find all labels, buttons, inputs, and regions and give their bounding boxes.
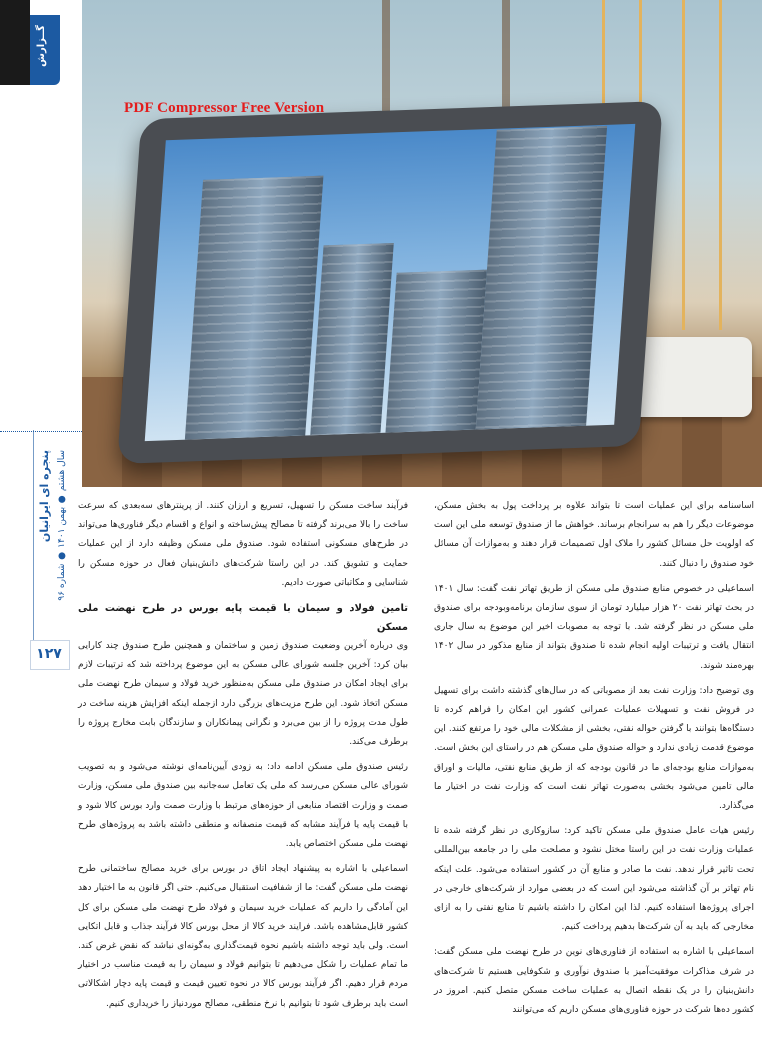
skyscraper (385, 270, 486, 433)
paragraph: اساسنامه برای این عملیات است تا بتواند علاوه بر پرداخت پول به بخش مسکن، موضوعات دیگر را هم به سرانجام برساند. خواهش ما از صندوق توسعه ملی این است که اولویت حل مسائل کشور را ملاک اول تصمیمات قرار دهند و به‌موازات آن مسائل خود صندوق را دنبال کنند. (434, 501, 754, 569)
tablet-device (117, 101, 663, 464)
subheading: تامین فولاد و سیمان با قیمت پایه بورس در طرح نهضت ملی مسکن (78, 603, 408, 634)
paragraph: وی درباره آخرین وضعیت صندوق زمین و ساختمان و همچنین طرح صندوق چند کارایی بیان کرد: آخرین جلسه شورای عالی مسکن به این موضوع پرداخته شد که ترتیبات لازم برای ایجاد امکان در صندوق ملی مسکن به‌منظور خرید فولاد و سیمان طرح نهضت ملی مسکن اتخاذ شود. این طرح مزیت‌های بزرگی دارد ازجمله اینکه افزایش هزینه ساخت در طول مدت پروژه را از بین می‌برد و نگرانی پیمانکاران و سازندگان بابت مخارج پروژه را برطرف می‌کند. (78, 641, 408, 748)
page-number: ۱۲۷ (36, 646, 62, 662)
crane-tower (682, 0, 722, 330)
article-column-left (78, 497, 408, 1020)
watermark-text: PDF Compressor Free Version (124, 100, 325, 116)
paragraph: وی توضیح داد: وزارت نفت بعد از مصوباتی که در سال‌های گذشته داشت برای تسهیل در فروش نفت و تسهیلات عملیات عمرانی کشور این امکان را فراهم کرده تا دستگاه‌ها بتوانند با گرفتن حواله نفتی، بخشی از مشکلات مالی خود را مرتفع کنند. این موضوع قدمت زیادی ندارد و حواله صندوق ملی مسکن هم در راستای این بخش است. به‌موازات منابع بودجه‌ای ما در قانون بودجه که از طریق منابع نفتی، مالیات و اوراق مالی تامین می‌شود بخشی به‌صورت تهاتر نفت است که وزارت نفت در اختیار ما می‌گذارد. (434, 685, 754, 812)
skyscraper (185, 176, 324, 440)
tablet-screen-skyline (145, 124, 636, 441)
paragraph: فرآیند ساخت مسکن را تسهیل، تسریع و ارزان کنند. از پرینترهای سه‌بعدی که سرعت ساخت را بالا می‌برند گرفته تا مصالح پیش‌ساخته و انواع و اقسام دیگر فناوری‌ها می‌تواند در طرح‌های مسکونی استفاده شود. صندوق ملی مسکن وظیفه دارد از این عملیات حمایت و تشویق کند. در این راستا شرکت‌های دانش‌بنیان فعال در حوزه مسکن را شناسایی و مکاتباتی صورت دادیم. (78, 501, 408, 588)
dotted-divider (0, 431, 82, 432)
paragraph: اسماعیلی در خصوص منابع صندوق ملی مسکن از طریق تهاتر نفت گفت: سال ۱۴۰۱ در بحث تهاتر نفت ۲۰ هزار میلیارد تومان از سوی سازمان برنامه‌وبودجه برای صندوق ملی مسکن در نظر گرفته شد. با توجه به مصوبات اخیر این موضوع به سال جاری انتقال یافت و ترتیبات اولیه انجام شده تا صندوق بتواند از منابع مذکور در سال ۱۴۰۲ بهره‌مند شوند. (434, 583, 754, 671)
magazine-title: پنجره ‌ای ایرانیان (38, 450, 51, 543)
skyscraper (310, 243, 394, 435)
paragraph: اسماعیلی با اشاره به استفاده از فناوری‌های نوین در طرح نهضت ملی مسکن گفت: در شرف مذاکرات موفقیت‌آمیز با صندوق نوآوری و شکوفایی هستیم تا شرکت‌های دانش‌بنیان را در یک نقطه اتصال به عملیات ساخت مسکن متصل کنیم. امروز در کشور ده‌ها شرکت در حوزه فناوری‌های مسکن داریم که می‌توانند (434, 947, 754, 1016)
paragraph: اسماعیلی با اشاره به پیشنهاد ایجاد اتاق در بورس برای خرید مصالح ساختمانی طرح نهضت ملی مسکن گفت: ما از شفافیت استقبال می‌کنیم. حتی اگر قانون به ما اختیار دهد این آمادگی را داریم که عملیات خرید سیمان و فولاد طرح نهضت ملی مسکن برای کل کشور قابل‌مشاهده باشد. فرایند خرید کالا از محل بورس کالا فرآیند جذاب و قابل اتکایی است. ولی باید توجه داشته باشیم نحوه قیمت‌گذاری به‌گونه‌ای نباشد که نقض غرض کند. ما تمام عملیات را شکل می‌دهیم تا بتوانیم فولاد و سیمان را به قیمت مناسب در اختیار مردم قرار دهیم. اگر فرآیند بورس کالا در نحوه تعیین قیمت و قیمت پایه دچار اشکالاتی است باید برطرف شود تا بتوانیم با نرخ منطقی، مصالح موردنیاز را خریداری کنیم. (78, 864, 408, 1009)
section-tab (30, 15, 60, 85)
paragraph: رئیس هیات عامل صندوق ملی مسکن تاکید کرد: سازوکاری در نظر گرفته شده تا عملیات وزارت نفت در این راستا مختل نشود و مصلحت ملی را در جامعه بین‌المللی تحت تاثیر قرار ندهد. نفت ما صادر و منابع آن در کشور استفاده می‌شود. علت اینکه نام تهاتر بر آن گذاشته می‌شود این است که در بعضی موارد از شرکت‌های خارجی در اجرای پروژه‌ها استفاده کنیم. لذا این امکان را داشته باشیم تا منابع نفتی را به ازای مخارجی که باید به آن شرکت‌ها بدهیم پرداخت کنیم. (434, 826, 754, 933)
skyscraper (476, 126, 607, 430)
article-column-right (434, 497, 754, 1026)
hero-photo (82, 0, 762, 487)
paragraph: رئیس صندوق ملی مسکن ادامه داد: به زودی آیین‌نامه‌ای نوشته می‌شود و به تصویب شورای عالی مسکن می‌رسد که ملی یک تعامل سه‌جانبه بین صندوق ملی مسکن، وزارت صمت و وزارت اقتصاد منابعی از حوزه‌های مرتبط با وزارت صمت وارد بورس کالا شود و با قیمت پایه یا فرآیند مشابه که قیمت منصفانه و منطقی داشته باشد به پروژه‌های طرح نهضت ملی مسکن اختصاص یابد. (78, 762, 408, 850)
section-tab-label: گــزارش (36, 25, 47, 67)
sidebar-rule (33, 430, 34, 650)
corner-black-bar (0, 0, 30, 85)
issue-meta: سال هشتم ● بهمن ۱۴۰۱ ● شماره ۹۶ (57, 450, 67, 601)
